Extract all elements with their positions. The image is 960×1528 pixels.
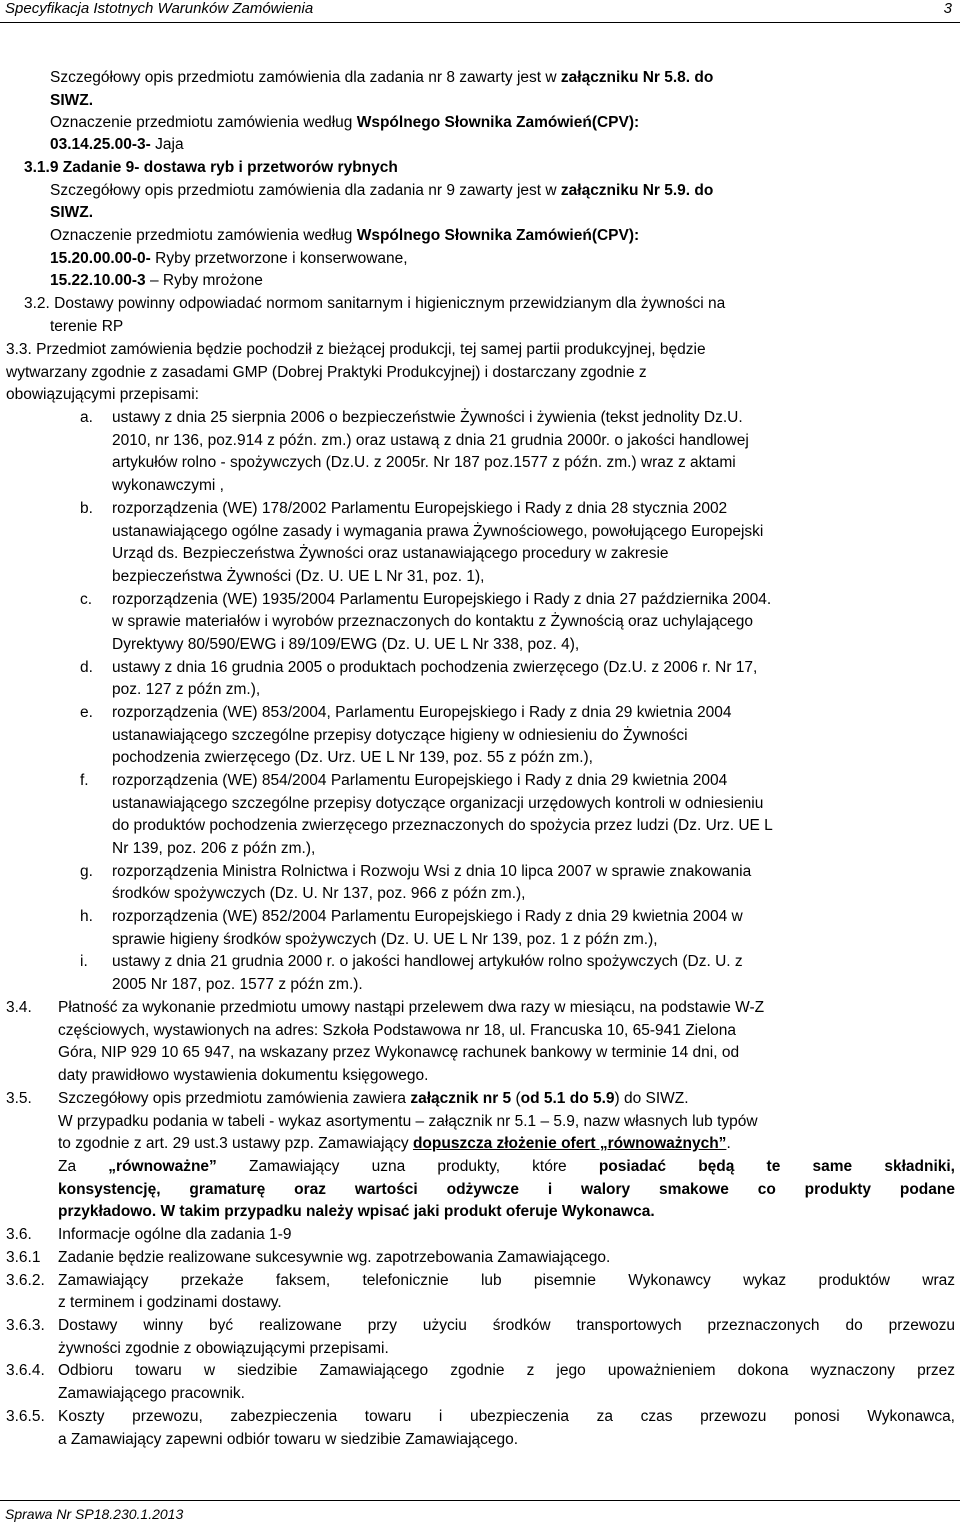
list-label-g: g. xyxy=(80,863,93,880)
section-3-6-1-number: 3.6.1 xyxy=(6,1249,41,1266)
section-3-6-2-line1: Zamawiający przekaże faksem, telefonicznie lub pisemnie Wykonawcy wykaz produktów wraz xyxy=(58,1272,955,1289)
task9-code-1: 15.20.00.00-0- Ryby przetworzone i konserwowane, xyxy=(50,250,408,267)
list-item-i-line1: ustawy z dnia 21 grudnia 2000 r. o jakości handlowej artykułów rolno spożywczych (Dz. U. z xyxy=(112,953,743,970)
task8-cpv: Oznaczenie przedmiotu zamówienia według Wspólnego Słownika Zamówień(CPV): xyxy=(50,114,640,131)
task9-cpv: Oznaczenie przedmiotu zamówienia według Wspólnego Słownika Zamówień(CPV): xyxy=(50,227,640,244)
section-3-6-5-line1: Koszty przewozu, zabezpieczenia towaru i ubezpieczenia za czas przewozu ponosi Wykonawca, xyxy=(58,1408,955,1425)
task8-desc: Szczegółowy opis przedmiotu zamówienia dla zadania nr 8 zawarty jest w załączniku Nr 5.8. do xyxy=(50,69,714,86)
section-3-2-line2: terenie RP xyxy=(50,318,124,335)
list-item-a-line1: ustawy z dnia 25 sierpnia 2006 o bezpieczeństwie Żywności i żywienia (tekst jednolity Dz.U. xyxy=(112,409,743,426)
section-3-3-line1: 3.3. Przedmiot zamówienia będzie pochodził z bieżącej produkcji, tej samej partii produkcyjnej, będzie xyxy=(6,341,706,358)
section-3-6-5-line2: a Zamawiający zapewni odbiór towaru w siedzibie Zamawiającego. xyxy=(58,1431,519,1448)
list-label-c: c. xyxy=(80,591,93,608)
list-item-e-line1: rozporządzenia (WE) 853/2004, Parlamentu Europejskiego i Rady z dnia 29 kwietnia 2004 xyxy=(112,704,732,721)
section-3-4-number: 3.4. xyxy=(6,999,32,1016)
section-3-4-line4: daty prawidłowo wystawienia dokumentu księgowego. xyxy=(58,1067,429,1084)
section-3-3-line2: wytwarzany zgodnie z zasadami GMP (Dobrej Praktyki Produkcyjnej) i dostarczany zgodnie z xyxy=(6,364,647,381)
list-item-f-line2: ustanawiającego szczególne przepisy dotyczące organizacji urzędowych kontroli w odniesieniu xyxy=(112,795,764,812)
task8-code: 03.14.25.00-3- Jaja xyxy=(50,136,184,153)
list-item-a-line2: 2010, nr 136, poz.914 z późn. zm.) oraz ustawą z dnia 21 grudnia 2000r. o jakości handlowej xyxy=(112,432,749,449)
list-item-g-line2: środków spożywczych (Dz. U. Nr 137, poz. 966 z późn zm.), xyxy=(112,885,526,902)
section-3-4-line2: częściowych, wystawionych na adres: Szkoła Podstawowa nr 18, ul. Francuska 10, 65-941 Zielona xyxy=(58,1022,737,1039)
list-item-f-line3: do produktów pochodzenia zwierzęcego przeznaczonych do spożycia przez ludzi (Dz. Urz. UE L xyxy=(112,817,773,834)
list-item-c-line3: Dyrektywy 80/590/EWG i 89/109/EWG (Dz. U. UE L Nr 338, poz. 4), xyxy=(112,636,580,653)
list-item-i-line2: 2005 Nr 187, poz. 1577 z późn zm.). xyxy=(112,976,363,993)
section-3-6-1-line1: Zadanie będzie realizowane sukcesywnie wg. zapotrzebowania Zamawiającego. xyxy=(58,1249,611,1266)
list-item-a-line4: wykonawczymi , xyxy=(112,477,224,494)
section-3-5-line3: to zgodnie z art. 29 ust.3 ustawy pzp. Zamawiający dopuszcza złożenie ofert „równoważnych”. xyxy=(58,1135,731,1152)
task8-siwz: SIWZ. xyxy=(50,92,94,109)
section-3-5-line4: Za „równoważne” Zamawiający uzna produkty, które posiadać będą te same składniki, xyxy=(58,1158,955,1175)
list-item-b-line4: bezpieczeństwa Żywności (Dz. U. UE L Nr 31, poz. 1), xyxy=(112,568,485,585)
section-3-6-5-number: 3.6.5. xyxy=(6,1408,45,1425)
document-title: Specyfikacja Istotnych Warunków Zamówienia xyxy=(5,0,314,17)
section-3-6-title: Informacje ogólne dla zadania 1-9 xyxy=(58,1226,292,1243)
page-number: 3 xyxy=(943,0,952,17)
section-3-6-4-line2: Zamawiającego pracownik. xyxy=(58,1385,245,1402)
section-3-6-3-number: 3.6.3. xyxy=(6,1317,45,1334)
list-label-i: i. xyxy=(80,953,88,970)
list-item-e-line2: ustanawiającego szczególne przepisy dotyczące higieny w odniesieniu do Żywności xyxy=(112,727,688,744)
section-3-5-line2: W przypadku podania w tabeli - wykaz asortymentu – załącznik nr 5.1 – 5.9, nazw własnych lub typów xyxy=(58,1113,758,1130)
case-number: Sprawa Nr SP18.230.1.2013 xyxy=(5,1506,184,1522)
list-label-a: a. xyxy=(80,409,93,426)
section-3-6-3-line2: żywności zgodnie z obowiązującymi przepisami. xyxy=(58,1340,389,1357)
list-item-f-line4: Nr 139, poz. 206 z późn zm.), xyxy=(112,840,316,857)
section-3-4-line1: Płatność za wykonanie przedmiotu umowy nastąpi przelewem dwa razy w miesiącu, na podstawie W-Z xyxy=(58,999,765,1016)
section-3-5-line1: Szczegółowy opis przedmiotu zamówienia zawiera załącznik nr 5 (od 5.1 do 5.9) do SIWZ. xyxy=(58,1090,689,1107)
list-item-b-line1: rozporządzenia (WE) 178/2002 Parlamentu Europejskiego i Rady z dnia 28 stycznia 2002 xyxy=(112,500,728,517)
list-label-b: b. xyxy=(80,500,93,517)
list-item-b-line3: Urząd ds. Bezpieczeństwa Żywności oraz ustanawiającego procedury w zakresie xyxy=(112,545,669,562)
section-3-6-number: 3.6. xyxy=(6,1226,32,1243)
list-item-f-line1: rozporządzenia (WE) 854/2004 Parlamentu Europejskiego i Rady z dnia 29 kwietnia 2004 xyxy=(112,772,728,789)
section-3-5-line6: przykładowo. W takim przypadku należy wpisać jaki produkt oferuje Wykonawca. xyxy=(58,1203,655,1220)
page-footer xyxy=(0,1500,960,1528)
list-item-g-line1: rozporządzenia Ministra Rolnictwa i Rozwoju Wsi z dnia 10 lipca 2007 w sprawie znakowania xyxy=(112,863,752,880)
list-item-e-line3: pochodzenia zwierzęcego (Dz. Urz. UE L Nr 139, poz. 55 z późn zm.), xyxy=(112,749,593,766)
list-item-b-line2: ustanawiającego ogólne zasady i wymagania prawa Żywnościowego, powołującego Europejski xyxy=(112,523,764,540)
task9-heading: 3.1.9 Zadanie 9- dostawa ryb i przetworów rybnych xyxy=(24,159,398,176)
list-item-h-line1: rozporządzenia (WE) 852/2004 Parlamentu Europejskiego i Rady z dnia 29 kwietnia 2004 w xyxy=(112,908,743,925)
list-item-a-line3: artykułów rolno - spożywczych (Dz.U. z 2005r. Nr 187 poz.1577 z późn. zm.) wraz z aktami xyxy=(112,454,736,471)
section-3-3-line3: obowiązującymi przepisami: xyxy=(6,386,199,403)
section-3-6-4-number: 3.6.4. xyxy=(6,1362,45,1379)
section-3-6-4-line1: Odbioru towaru w siedzibie Zamawiającego zgodnie z jego upoważnieniem dokona wyznaczony przez xyxy=(58,1362,955,1379)
page-header xyxy=(0,0,960,23)
list-item-c-line2: w sprawie materiałów i wyrobów przeznaczonych do kontaktu z Żywnością oraz uchylającego xyxy=(112,613,753,630)
task9-siwz: SIWZ. xyxy=(50,204,94,221)
list-item-d-line2: poz. 127 z późn zm.), xyxy=(112,681,261,698)
section-3-2-line1: 3.2. Dostawy powinny odpowiadać normom sanitarnym i higienicznym przewidzianym dla żywności na xyxy=(24,295,726,312)
list-label-h: h. xyxy=(80,908,93,925)
list-item-c-line1: rozporządzenia (WE) 1935/2004 Parlamentu Europejskiego i Rady z dnia 27 października 2004. xyxy=(112,591,772,608)
section-3-6-2-line2: z terminem i godzinami dostawy. xyxy=(58,1294,282,1311)
section-3-5-number: 3.5. xyxy=(6,1090,32,1107)
list-item-d-line1: ustawy z dnia 16 grudnia 2005 o produktach pochodzenia zwierzęcego (Dz.U. z 2006 r. Nr 17, xyxy=(112,659,758,676)
task9-code-2: 15.22.10.00-3 – Ryby mrożone xyxy=(50,272,263,289)
section-3-6-3-line1: Dostawy winny być realizowane przy użyciu środków transportowych przeznaczonych do przewozu xyxy=(58,1317,955,1334)
list-label-e: e. xyxy=(80,704,93,721)
list-label-d: d. xyxy=(80,659,93,676)
section-3-5-line5: konsystencję, gramaturę oraz wartości odżywcze i walory smakowe co produkty podane xyxy=(58,1181,955,1198)
list-item-h-line2: sprawie higieny środków spożywczych (Dz. U. UE L Nr 139, poz. 1 z późn zm.), xyxy=(112,931,658,948)
list-label-f: f. xyxy=(80,772,89,789)
task9-desc: Szczegółowy opis przedmiotu zamówienia dla zadania nr 9 zawarty jest w załączniku Nr 5.9. do xyxy=(50,182,714,199)
section-3-6-2-number: 3.6.2. xyxy=(6,1272,45,1289)
section-3-4-line3: Góra, NIP 929 10 65 947, na wskazany przez Wykonawcę rachunek bankowy w terminie 14 dni, od xyxy=(58,1044,740,1061)
